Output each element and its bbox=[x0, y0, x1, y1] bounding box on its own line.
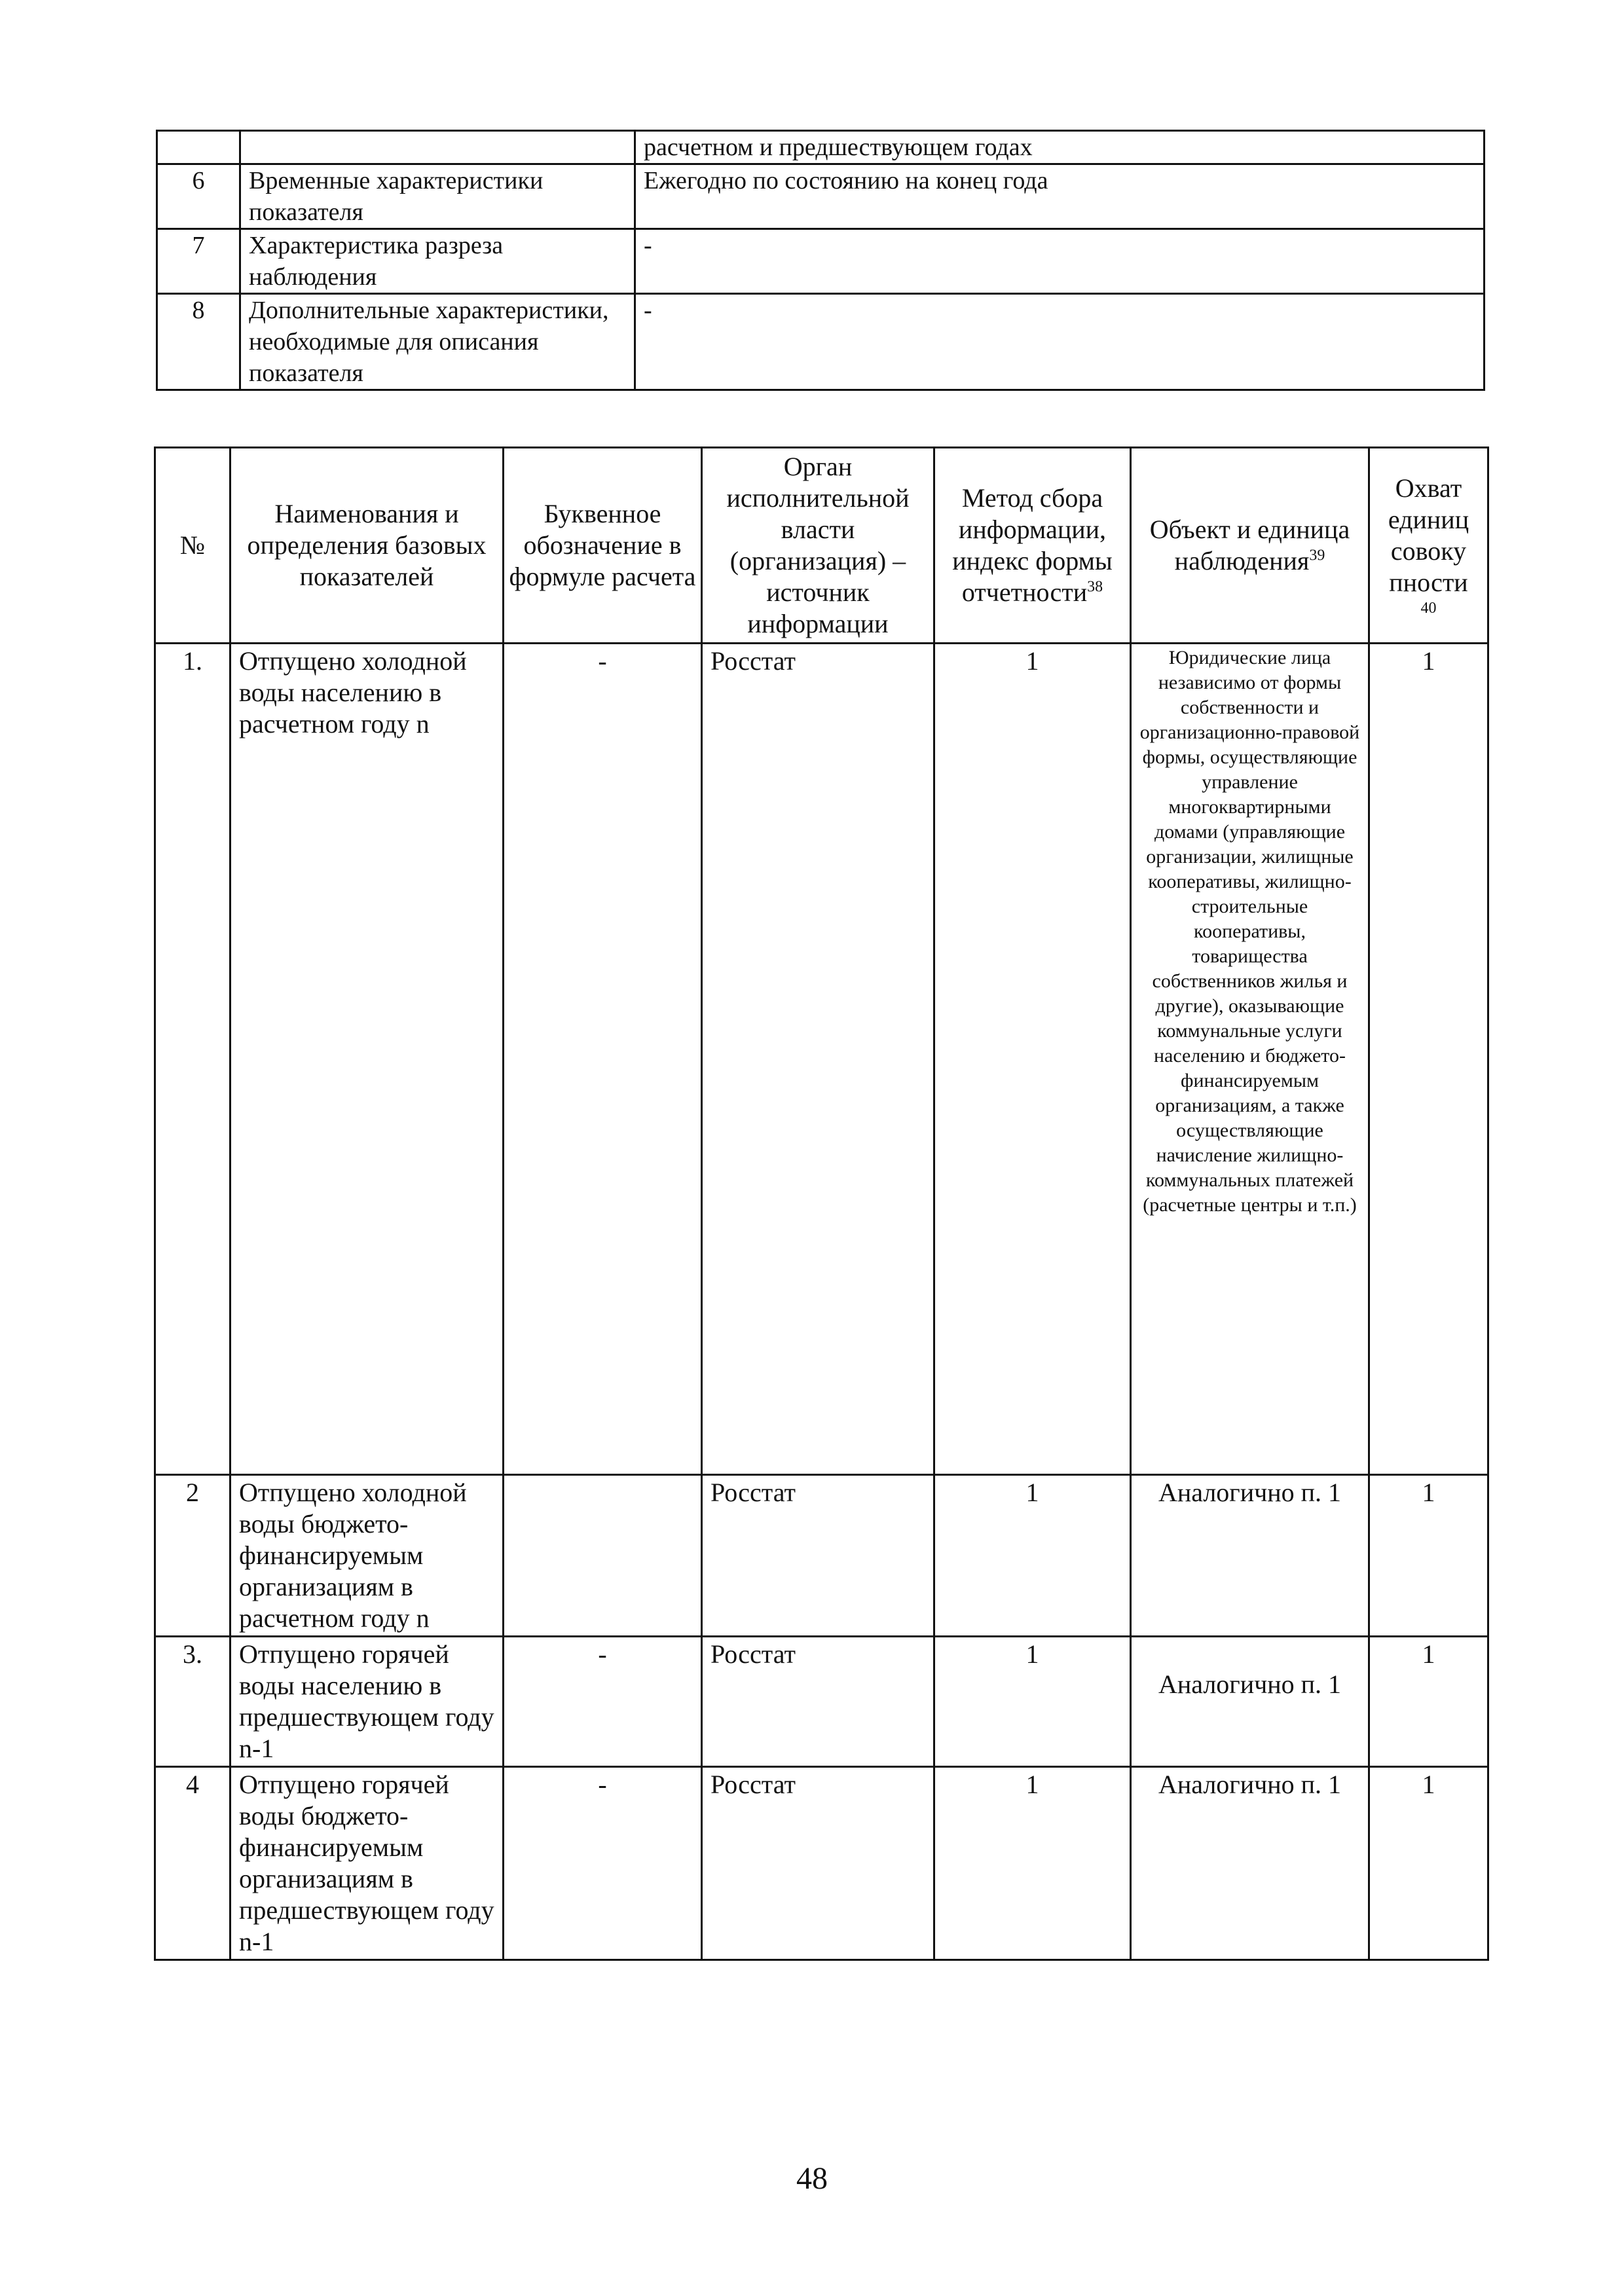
footnote-38: 38 bbox=[1087, 578, 1103, 596]
row-organ: Росстат bbox=[702, 1767, 934, 1960]
row-symbol: - bbox=[504, 1767, 702, 1960]
row-number: 2 bbox=[155, 1475, 231, 1637]
table-row bbox=[157, 229, 1485, 294]
row-name: Отпущено холодной воды бюджето-финансируемым организациям в расчетном году n bbox=[231, 1475, 504, 1637]
table-row bbox=[155, 644, 1488, 1475]
row-organ: Росстат bbox=[702, 1637, 934, 1767]
row-number: 1. bbox=[155, 644, 231, 1475]
row-coverage: 1 bbox=[1369, 1475, 1488, 1637]
header-symbol: Буквенное обозначение в формуле расчета bbox=[504, 448, 702, 644]
table-row bbox=[155, 1637, 1488, 1767]
table-row bbox=[157, 164, 1485, 229]
row-name: Отпущено горячей воды бюджето-финансируемым организациям в предшествующем году n-1 bbox=[231, 1767, 504, 1960]
row-number: 8 bbox=[157, 294, 240, 390]
header-coverage-text: Охват единиц совоку пности bbox=[1388, 473, 1469, 597]
row-coverage: 1 bbox=[1369, 1637, 1488, 1767]
row-name: Временные характеристики показателя bbox=[240, 164, 635, 229]
header-number: № bbox=[155, 448, 231, 644]
row-object: Аналогично п. 1 bbox=[1131, 1475, 1369, 1637]
header-coverage bbox=[1369, 448, 1488, 644]
row-name: Характеристика разреза наблюдения bbox=[240, 229, 635, 294]
header-object bbox=[1131, 448, 1369, 644]
footnote-39: 39 bbox=[1309, 547, 1325, 564]
row-value: - bbox=[635, 229, 1485, 294]
row-name bbox=[240, 131, 635, 164]
header-row bbox=[155, 448, 1488, 644]
row-method: 1 bbox=[934, 644, 1131, 1475]
footnote-40: 40 bbox=[1420, 600, 1437, 617]
row-coverage: 1 bbox=[1369, 644, 1488, 1475]
header-method-text: Метод сбора информации, индекс формы отчетности bbox=[952, 483, 1113, 607]
top-continuation-table bbox=[156, 130, 1485, 391]
row-object: Юридические лица независимо от формы собственности и организационно-правовой формы, осуществляющие управление многоквартирными домами (управляющие организации, жилищные кооперативы, жилищно-строительные кооперативы, товарищества собственников жилья и другие), оказывающие коммунальные услуги населению и бюджето-финансируемым организациям, а также осуществляющие начисление жилищно-коммунальных платежей (расчетные центры и т.п.) bbox=[1131, 644, 1369, 1475]
row-symbol bbox=[504, 1475, 702, 1637]
table-row bbox=[157, 294, 1485, 390]
row-number: 3. bbox=[155, 1637, 231, 1767]
base-indicators-table bbox=[154, 446, 1489, 1961]
row-object: Аналогично п. 1 bbox=[1131, 1637, 1369, 1767]
row-symbol: - bbox=[504, 644, 702, 1475]
row-number: 6 bbox=[157, 164, 240, 229]
row-number: 4 bbox=[155, 1767, 231, 1960]
row-name: Дополнительные характеристики, необходимые для описания показателя bbox=[240, 294, 635, 390]
header-organ: Орган исполнительной власти (организация) – источник информации bbox=[702, 448, 934, 644]
header-name: Наименования и определения базовых показателей bbox=[231, 448, 504, 644]
row-number: 7 bbox=[157, 229, 240, 294]
row-method: 1 bbox=[934, 1637, 1131, 1767]
row-method: 1 bbox=[934, 1767, 1131, 1960]
row-organ: Росстат bbox=[702, 1475, 934, 1637]
row-value: - bbox=[635, 294, 1485, 390]
table-row bbox=[157, 131, 1485, 164]
row-name: Отпущено горячей воды населению в предшествующем году n-1 bbox=[231, 1637, 504, 1767]
row-organ: Росстат bbox=[702, 644, 934, 1475]
row-coverage: 1 bbox=[1369, 1767, 1488, 1960]
row-value: Ежегодно по состоянию на конец года bbox=[635, 164, 1485, 229]
row-number bbox=[157, 131, 240, 164]
row-value: расчетном и предшествующем годах bbox=[635, 131, 1485, 164]
row-symbol: - bbox=[504, 1637, 702, 1767]
row-object: Аналогично п. 1 bbox=[1131, 1767, 1369, 1960]
header-object-text: Объект и единица наблюдения bbox=[1149, 515, 1350, 575]
row-name: Отпущено холодной воды населению в расчетном году n bbox=[231, 644, 504, 1475]
page-number: 48 bbox=[796, 2161, 828, 2196]
table-row bbox=[155, 1767, 1488, 1960]
row-method: 1 bbox=[934, 1475, 1131, 1637]
table-row bbox=[155, 1475, 1488, 1637]
header-method bbox=[934, 448, 1131, 644]
